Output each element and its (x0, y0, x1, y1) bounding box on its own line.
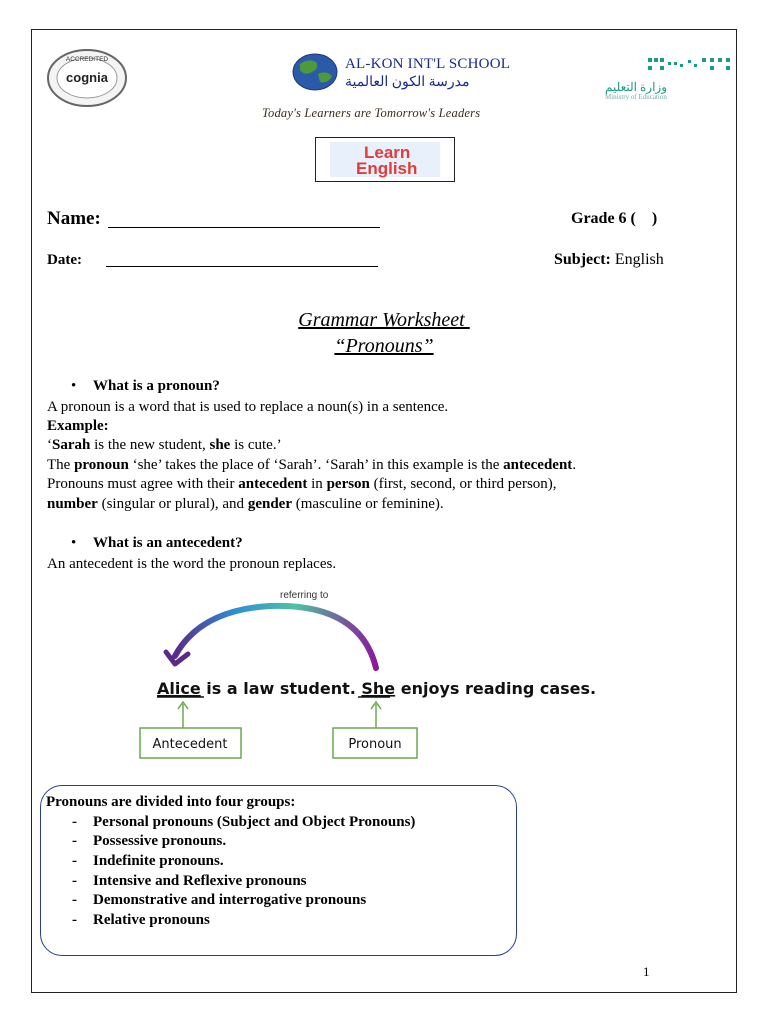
group-item: Indefinite pronouns. (93, 853, 224, 869)
group-item: Intensive and Reflexive pronouns (93, 873, 307, 889)
text-run: Pronouns must agree with their (47, 476, 239, 492)
example-quote-open: ‘ (47, 437, 52, 453)
learn-english-banner-bg (330, 142, 440, 177)
dash-icon: - (72, 853, 77, 869)
term-antecedent: antecedent (238, 476, 308, 492)
ministry-name-ar: وزارة التعليم (605, 80, 667, 94)
explanation-line-2 (47, 475, 557, 495)
groups-heading: Pronouns are divided into four groups: (46, 794, 296, 810)
section2-heading: What is an antecedent? (93, 535, 243, 551)
subject-field (554, 251, 664, 269)
school-name-ar: مدرسة الكون العالمية (345, 75, 470, 90)
example-sarah: Sarah (52, 437, 91, 453)
diagram-sentence (157, 679, 596, 698)
pronoun-box-label: Pronoun (348, 737, 402, 752)
example-end: is cute.’ (230, 437, 282, 453)
text-run: ‘she’ takes the place of ‘Sarah’. ‘Sarah’ in this example is the (128, 457, 504, 473)
dash-icon: - (72, 814, 77, 830)
word-mid: is a law student. (200, 679, 362, 698)
banner-word-learn: Learn (364, 143, 411, 162)
bullet-icon: • (71, 535, 77, 551)
school-tagline: Today's Learners are Tomorrow's Leaders (262, 106, 481, 120)
name-blank-line[interactable] (108, 227, 380, 228)
example-label: Example: (47, 418, 109, 434)
word-she: She (361, 679, 396, 698)
date-blank-line[interactable] (106, 266, 378, 267)
example-sentence (47, 436, 282, 456)
word-end: enjoys reading cases. (395, 679, 597, 698)
subject-value: English (614, 251, 664, 268)
word-alice: Alice (157, 679, 201, 698)
term-pronoun: pronoun (74, 457, 129, 473)
subject-label: Subject: (554, 251, 611, 268)
explanation-line-3 (47, 495, 444, 515)
ministry-name-en: Ministry of Education (605, 93, 667, 101)
term-number: number (47, 496, 98, 512)
cognia-text: cognia (66, 70, 108, 85)
arc-label: referring to (280, 590, 329, 601)
antecedent-definition: An antecedent is the word the pronoun replaces. (47, 556, 337, 572)
name-label: Name: (47, 208, 101, 229)
text-run: . (572, 457, 577, 473)
banner-word-english: English (356, 159, 418, 178)
dash-icon: - (72, 833, 77, 849)
section1-heading: What is a pronoun? (93, 378, 220, 394)
group-item: Possessive pronouns. (93, 833, 227, 849)
text-run: (first, second, or third person), (369, 476, 557, 492)
text-run: in (307, 476, 327, 492)
antecedent-box-label: Antecedent (152, 737, 228, 752)
accredited-text: ACCREDITED (65, 56, 109, 63)
pronoun-definition: A pronoun is a word that is used to replace a noun(s) in a sentence. (47, 399, 449, 415)
text-run: (masculine or feminine). (291, 496, 444, 512)
date-label: Date: (47, 252, 82, 268)
ministry-dots-logo-icon (648, 56, 732, 76)
globe-logo-icon (290, 52, 340, 92)
text-run: (singular or plural), and (97, 496, 248, 512)
explanation-line-1 (47, 456, 576, 476)
learn-english-banner (315, 137, 455, 182)
text-run: The (47, 457, 75, 473)
cognia-accreditation-seal (46, 48, 128, 108)
dash-icon: - (72, 912, 77, 928)
term-person: person (326, 476, 370, 492)
grade-label: Grade 6 ( ) (571, 210, 658, 227)
school-name-en: AL-KON INT'L SCHOOL (345, 56, 511, 72)
example-mid: is the new student, (90, 437, 210, 453)
group-item: Demonstrative and interrogative pronouns (93, 892, 367, 908)
page-number: 1 (643, 964, 650, 979)
worksheet-title: Grammar Worksheet (298, 309, 470, 331)
term-gender: gender (247, 496, 292, 512)
group-item: Relative pronouns (93, 912, 210, 928)
referring-arrow-arc (175, 606, 376, 668)
term-antecedent: antecedent (503, 457, 573, 473)
dash-icon: - (72, 892, 77, 908)
bullet-icon: • (71, 378, 77, 394)
worksheet-subtitle: “Pronouns” (334, 335, 434, 357)
group-item: Personal pronouns (Subject and Object Pronouns) (93, 814, 416, 830)
example-she: she (209, 437, 231, 453)
antecedent-diagram (130, 578, 636, 788)
dash-icon: - (72, 873, 77, 889)
